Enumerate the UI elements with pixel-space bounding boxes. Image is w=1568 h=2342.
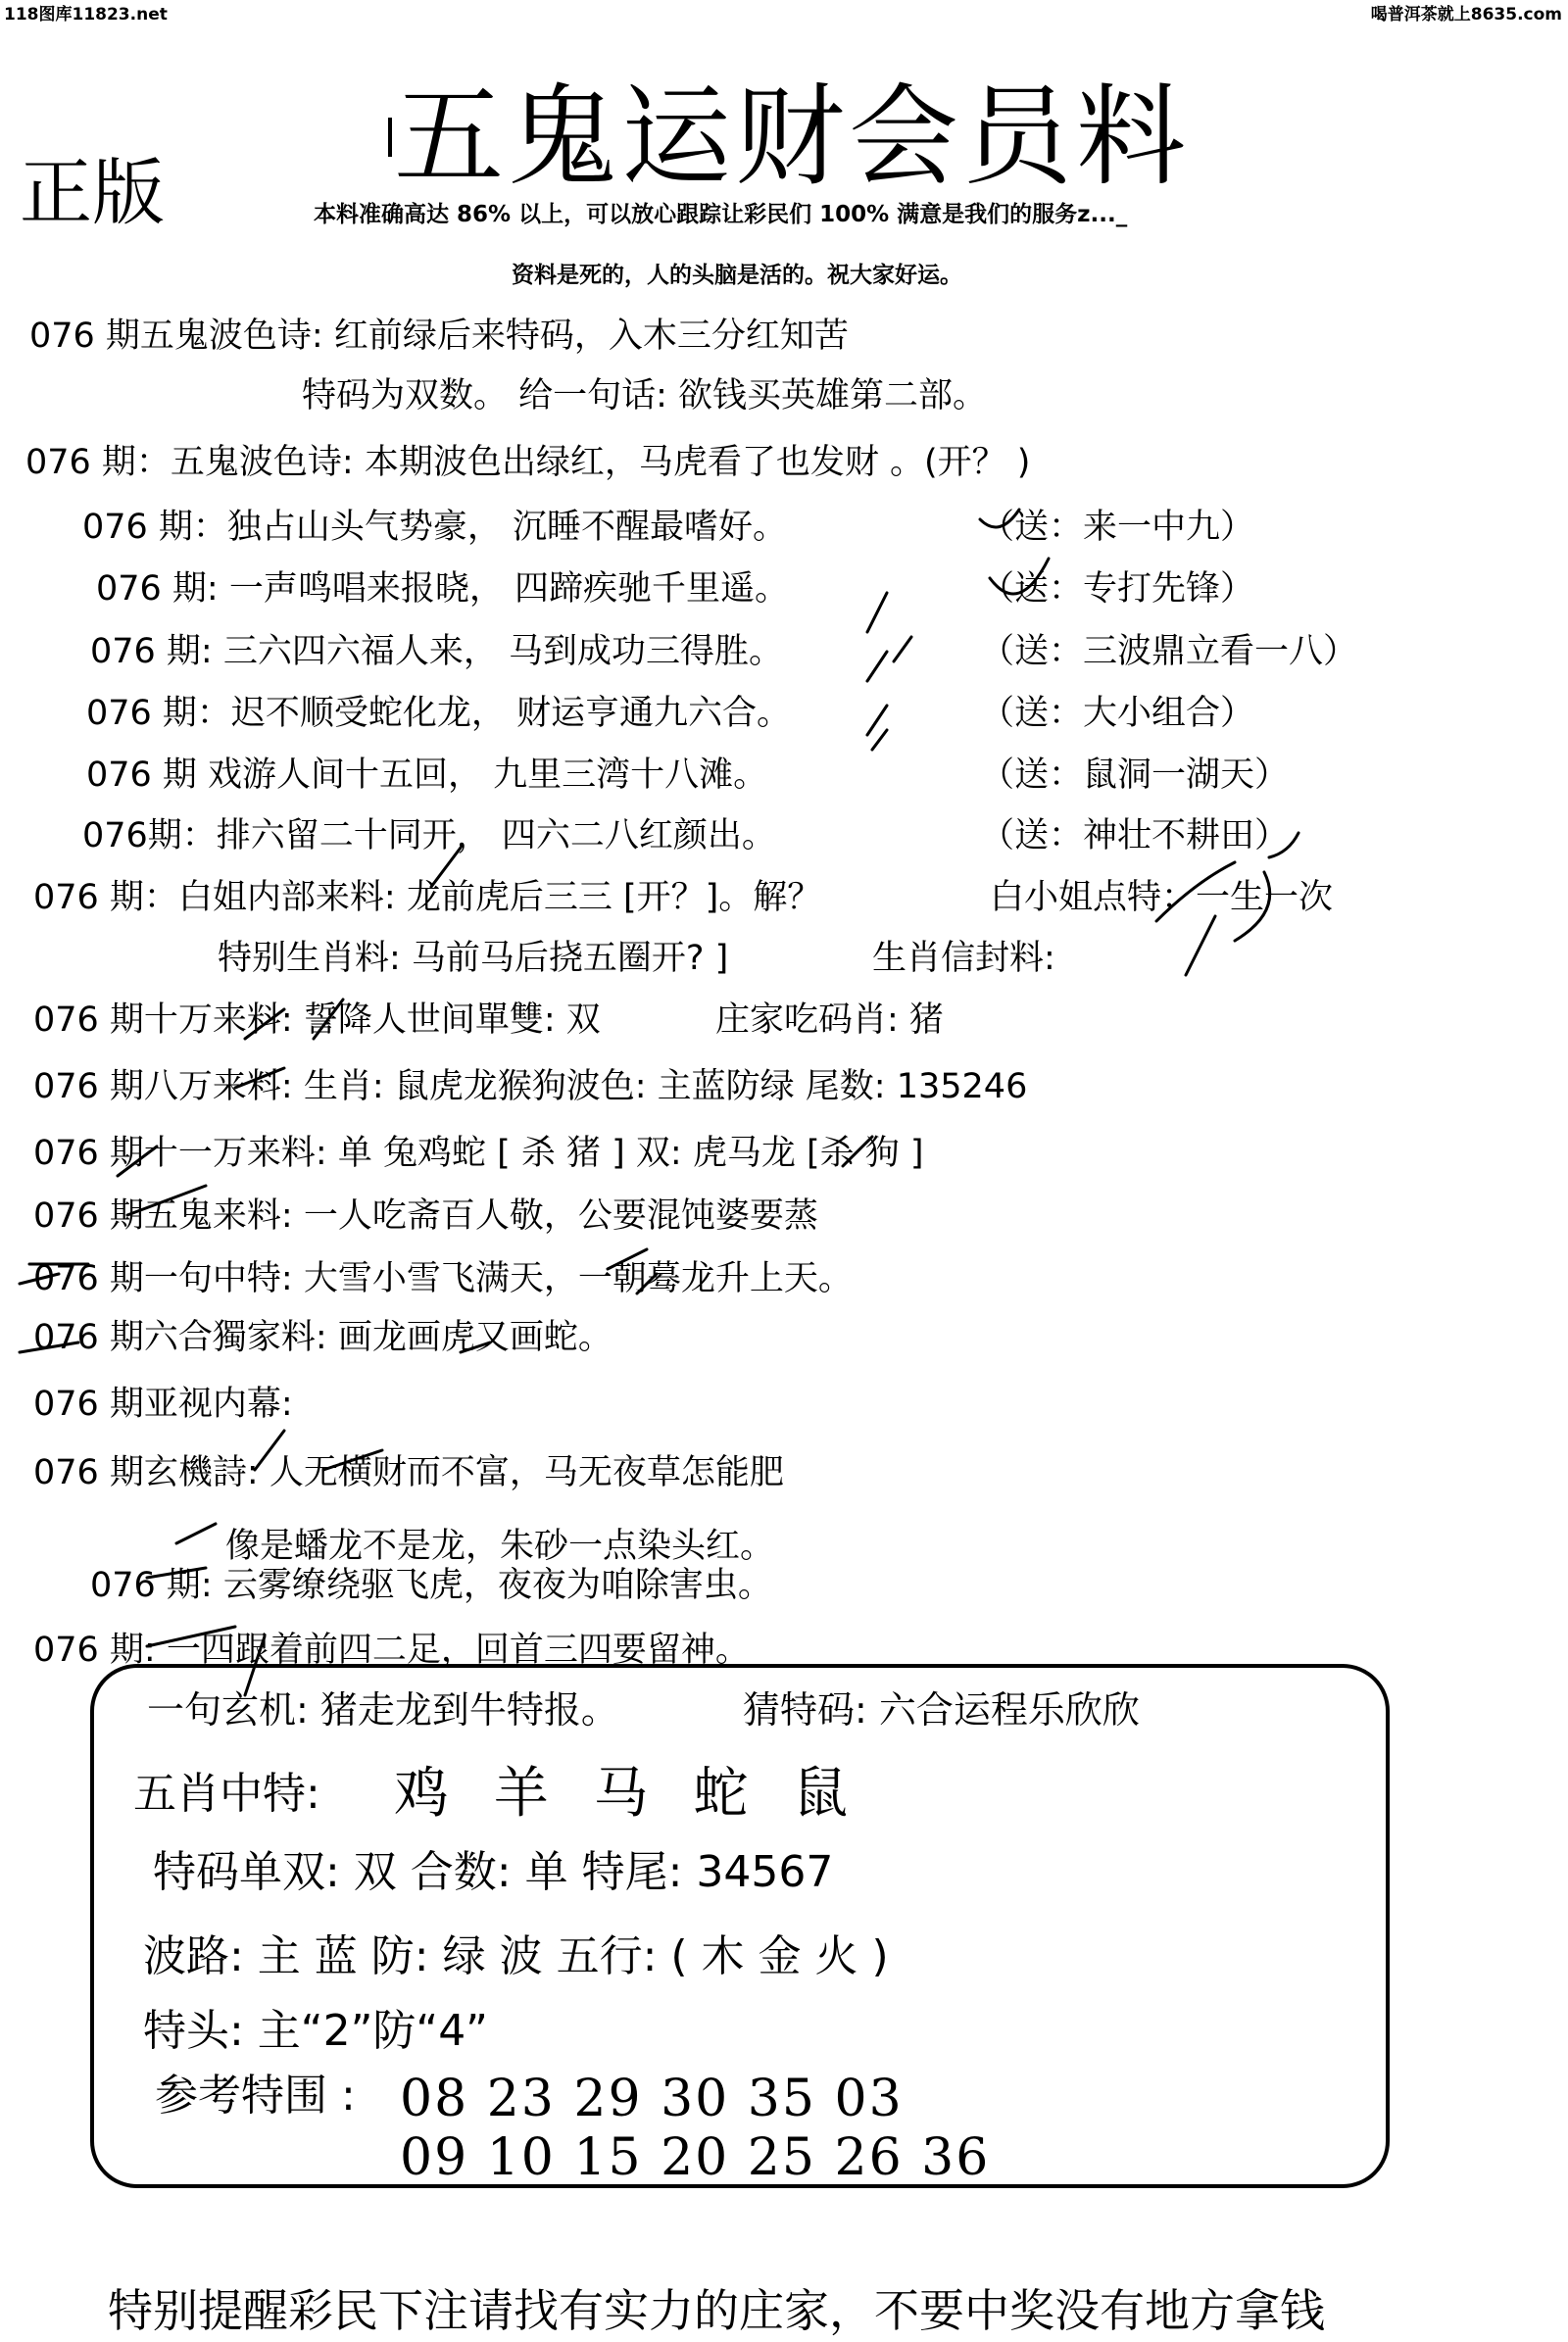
poem-gift: （送：来一中九） [980, 508, 1255, 547]
line-wave-poem-2: 076 期：五鬼波色诗: 本期波色出绿红，马虎看了也发财 。(开？ ) [25, 443, 1031, 482]
line-wave-poem: 076 期五鬼波色诗: 红前绿后来特码，入木三分红知苦 [29, 317, 849, 356]
line-100k: 076 期十万来料: 誓降人世间單雙: 双 [33, 1000, 601, 1040]
line-mystic-poem: 076 期玄機詩: 人无横财而不富，马无夜草怎能肥 [33, 1453, 784, 1492]
wave-line: 波路: 主 蓝 防: 绿 波 五行: ( 木 金 火 ) [143, 1931, 889, 1981]
line-110k: 076 期十一万来料: 单 兔鸡蛇 [ 杀 猪 ] 双: 虎马龙 [杀 狗 ] [33, 1134, 924, 1173]
line-atv: 076 期亚视内幕: [33, 1385, 293, 1424]
poem-line: 076 期：独占山头气势豪， 沉睡不醒最嗜好。 [82, 508, 788, 547]
line-white-sister: 076 期：白姐内部来料: 龙前虎后三三 [开？]。解？ [33, 878, 822, 917]
line-exclusive: 076 期六合獨家料: 画龙画虎又画蛇。 [33, 1318, 612, 1357]
poem-gift: （送：专打先锋） [980, 569, 1255, 609]
five-zodiac-label: 五肖中特: [133, 1769, 320, 1819]
poem-gift: （送：三波鼎立看一八） [980, 632, 1358, 671]
line-special-zodiac: 特别生肖料: 马前马后挠五圈开? ] [218, 939, 729, 978]
source-site-left: 118图库11823.net [4, 5, 168, 24]
parity-line: 特码单双: 双 合数: 单 特尾: 34567 [153, 1847, 834, 1897]
accuracy-note: 本料准确高达 86% 以上，可以放心跟踪让彩民们 100% 满意是我们的服务z..._ [314, 202, 1128, 227]
head-line: 特头: 主“2”防“4” [143, 2006, 488, 2056]
poem-line: 076 期: 一声鸣唱来报晓， 四蹄疾驰千里遥。 [96, 569, 789, 609]
line-white-sister-tip: 白小姐点特：一生一次 [990, 878, 1334, 917]
footer-warning: 特别提醒彩民下注请找有实力的庄家，不要中奖没有地方拿钱 [108, 2284, 1325, 2337]
line-mystic-poem-4: 076 期: 一四跟着前四二足，回首三四要留神。 [33, 1631, 750, 1670]
reference-numbers-2: 09 10 15 20 25 26 36 [400, 2128, 991, 2187]
luck-note: 资料是死的，人的头脑是活的。祝大家好运。 [512, 263, 962, 288]
reference-label: 参考特围 : [155, 2071, 356, 2121]
poem-line: 076期：排六留二十同开， 四六二八红颜出。 [82, 816, 776, 855]
line-mystic-poem-3: 076 期: 云雾缭绕驱飞虎，夜夜为咱除害虫。 [90, 1566, 772, 1605]
poem-line: 076 期：迟不顺受蛇化龙， 财运亨通九六合。 [86, 694, 792, 733]
poem-gift: （送：鼠洞一湖天） [980, 756, 1290, 795]
line-dealer-zodiac: 庄家吃码肖: 猪 [715, 1000, 944, 1040]
line-one-sentence: 076 期一句中特: 大雪小雪飞满天，一朝蓦龙升上天。 [33, 1259, 853, 1298]
authentic-badge: 正版 [20, 151, 165, 235]
page-title: 五鬼运财会员料 [394, 73, 1190, 201]
source-site-right: 喝普洱茶就上8635.com [1370, 5, 1562, 24]
five-zodiac-animals: 鸡 羊 马 蛇 鼠 [394, 1762, 862, 1826]
poem-line: 076 期: 三六四六福人来， 马到成功三得胜。 [90, 632, 783, 671]
riddle-line: 一句玄机: 猪走龙到牛特报。 [147, 1688, 618, 1732]
line-five-ghost: 076 期五鬼来料: 一人吃斋百人敬，公要混饨婆要蒸 [33, 1196, 818, 1236]
guess-line: 猜特码: 六合运程乐欣欣 [743, 1688, 1140, 1732]
line-parity-hint: 特码为双数。 给一句话: 欲钱买英雄第二部。 [302, 376, 988, 415]
line-80k: 076 期八万来料: 生肖: 鼠虎龙猴狗波色: 主蓝防绿 尾数: 135246 [33, 1067, 1028, 1106]
line-mystic-poem-2: 像是蟠龙不是龙，朱砂一点染头红。 [225, 1527, 775, 1566]
line-zodiac-envelope: 生肖信封料: [872, 939, 1055, 978]
reference-numbers-1: 08 23 29 30 35 03 [400, 2070, 904, 2128]
poem-line: 076 期 戏游人间十五回， 九里三湾十八滩。 [86, 756, 768, 795]
poem-gift: （送：大小组合） [980, 694, 1255, 733]
poem-gift: （送：神壮不耕田） [980, 816, 1290, 855]
